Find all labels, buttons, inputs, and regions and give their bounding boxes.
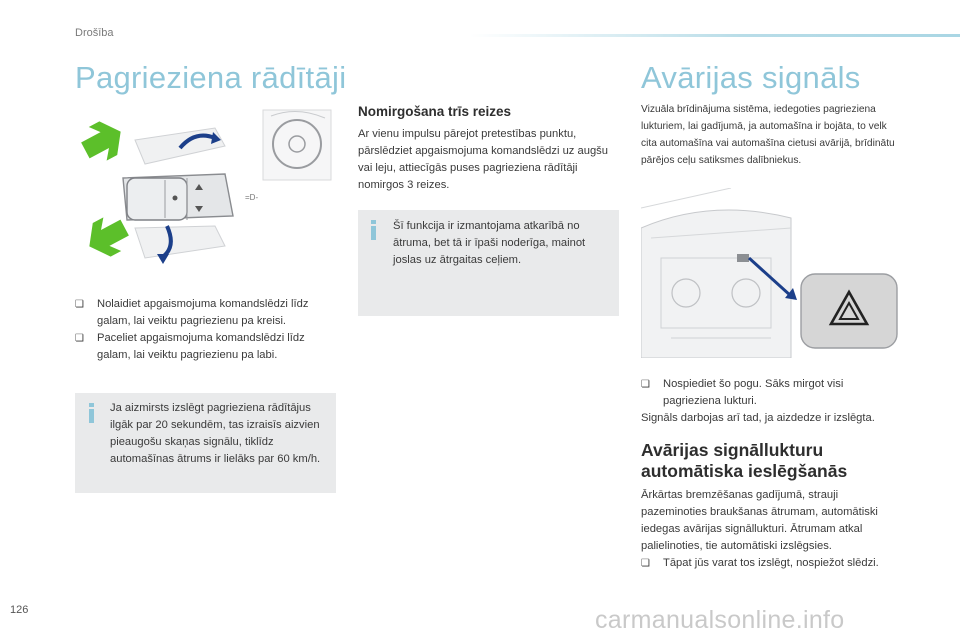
list-item: ❏ Tāpat jūs varat tos izslēgt, nospiežot slēdzi. <box>641 555 903 572</box>
square-bullet-icon: ❏ <box>75 299 84 310</box>
hazard-note: Signāls darbojas arī tad, ja aizdedze ir izslēgta. <box>641 412 875 424</box>
hazard-press-text <box>641 376 903 427</box>
page-number: 126 <box>10 604 29 616</box>
heading-three-flashes: Nomirgošana trīs reizes <box>358 104 512 119</box>
page-title-indicators: Pagrieziena rādītāji <box>75 60 347 95</box>
info-icon <box>89 403 94 423</box>
list-item: ❏ Nospiediet šo pogu. Sāks mirgot visi pagrieziena lukturi. <box>641 378 844 407</box>
page-title-hazard: Avārijas signāls <box>641 60 861 95</box>
list-item: ❏ Nolaidiet apgaismojuma komandslēdzi līdz galam, lai veiktu pagriezienu pa kreisi. <box>75 298 309 327</box>
list-item: ❏ Paceliet apgaismojuma komandslēdzi līdz galam, lai veiktu pagriezienu pa labi. <box>75 332 305 361</box>
watermark: carmanualsonline.info <box>595 606 845 634</box>
heading-auto-hazard: Avārijas signāllukturu automātiska ieslēgšanās <box>641 440 848 481</box>
hazard-button-illustration <box>641 188 903 358</box>
green-arrow-right-icon <box>76 115 129 167</box>
header-rule <box>470 34 960 37</box>
svg-text:=D-: =D- <box>245 193 259 202</box>
info-icon <box>371 220 376 240</box>
three-flashes-text: Ar vienu impulsu pārejot pretestības punktu, pārslēdziet apgaismojuma komandslēdzi uz augšu vai leju, attiecīgās puses pagrieziena rādītāji nomirgos 3 reizes. <box>358 128 608 191</box>
left-bullet-list <box>75 296 340 364</box>
green-arrow-left-icon <box>80 211 133 263</box>
light-stalk-illustration <box>75 108 335 283</box>
auto-hazard-text: Ārkārtas bremzēšanas gadījumā, strauji pazeminoties braukšanas ātrumam, automātiski iedegas avārijas signāllukturi. Ātrumam atkal palielinoties, tie automātiski izslēgsies. ❏ Tāpat jūs varat tos izslēgt, nospiežot slēdzi. <box>641 487 903 572</box>
info-text-middle: Šī funkcija ir izmantojama atkarībā no ātruma, bet tā ir īpaši noderīga, mainot joslas uz ātrgaitas ceļiem. <box>393 220 586 266</box>
info-text-left: Ja aizmirsts izslēgt pagrieziena rādītājus ilgāk par 20 sekundēm, tas izraisīs aizvien pieaugošu skaņas signālu, tiklīdz automašīnas ātrums ir lielāks par 60 km/h. <box>110 402 321 465</box>
hazard-intro: Vizuāla brīdinājuma sistēma, iedegoties pagrieziena lukturiem, lai gadījumā, ja automašīna ir bojāta, to velk cita automašīna vai automašīna cietusi avārijā, brīdinātu pārējos ceļu satiksmes dalībniekus. <box>641 104 895 166</box>
square-bullet-icon: ❏ <box>641 558 650 569</box>
square-bullet-icon: ❏ <box>641 379 650 390</box>
section-title: Drošība <box>75 27 114 39</box>
square-bullet-icon: ❏ <box>75 333 84 344</box>
